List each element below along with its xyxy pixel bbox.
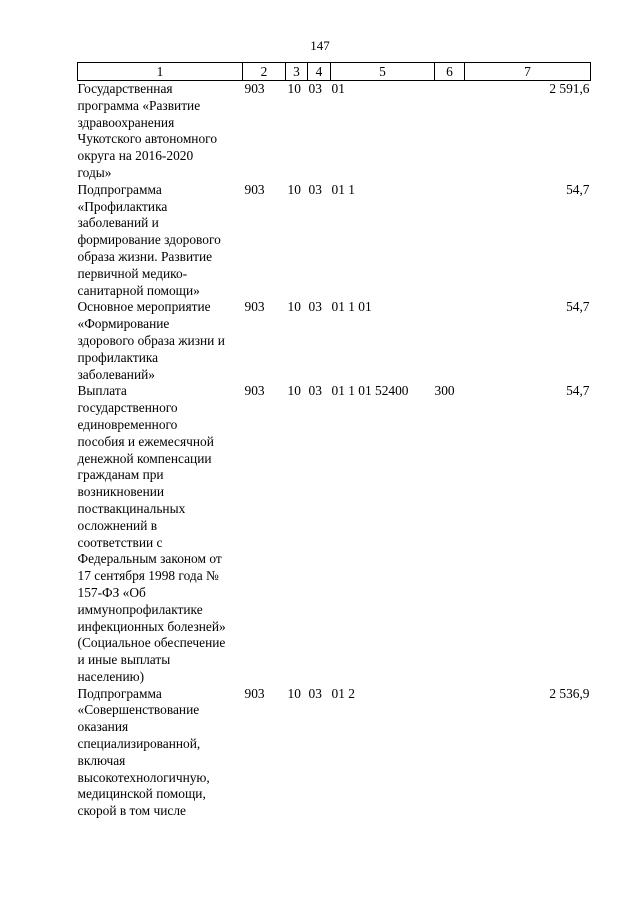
row-name-line: «Совершенствование <box>77 702 200 718</box>
column-header-6: 6 <box>435 63 465 81</box>
row-name-line: Основное мероприятие <box>77 299 211 315</box>
ministry-code-cell: 903 <box>244 181 265 197</box>
subsection-code-cell: 03 <box>308 81 322 96</box>
row-name-line: населению) <box>77 668 145 684</box>
subsection-code-cell: 03 <box>308 383 322 399</box>
expense-type-cell <box>435 81 465 182</box>
row-name-line: скорой в том числе <box>77 803 186 819</box>
row-name-line: возникновении <box>77 484 165 500</box>
column-header-1: 1 <box>78 63 243 81</box>
column-header-3: 3 <box>286 63 308 81</box>
ministry-code-cell: 903 <box>244 299 265 315</box>
target-article-cell: 01 2 <box>331 685 355 701</box>
amount-cell: 54,7 <box>566 299 590 315</box>
column-header-2: 2 <box>243 63 286 81</box>
budget-table <box>77 62 591 820</box>
expense-type-cell: 300 <box>434 383 455 399</box>
table-row <box>78 299 591 383</box>
row-name-line: Подпрограмма <box>77 181 162 197</box>
ministry-code-cell: 903 <box>244 685 265 701</box>
row-name-line: оказания <box>77 719 129 735</box>
row-name-line: специализированной, <box>77 736 201 752</box>
table-body <box>78 81 591 821</box>
row-name-line: формирование здорового <box>77 232 221 248</box>
expense-type-cell <box>435 299 465 383</box>
table-header-row <box>78 63 591 81</box>
row-name-line: медицинской помощи, <box>77 786 206 802</box>
row-name-line: (Социальное обеспечение <box>77 635 226 651</box>
section-code-cell: 10 <box>287 299 301 315</box>
row-name-cell <box>78 686 243 820</box>
column-header-5: 5 <box>331 63 435 81</box>
amount-cell: 54,7 <box>566 181 590 197</box>
subsection-code-cell: 03 <box>308 181 322 197</box>
row-name-line: и иные выплаты <box>77 652 171 668</box>
row-name-cell <box>78 182 243 300</box>
amount-cell: 2 536,9 <box>549 685 590 701</box>
row-name-line: иммунопрофилактике <box>77 601 203 617</box>
row-name-line: «Профилактика <box>77 198 168 214</box>
section-code-cell: 10 <box>287 383 301 399</box>
row-name-line: округа на 2016-2020 <box>77 148 194 164</box>
expense-type-cell <box>435 686 465 820</box>
row-name-line: здравоохранения <box>77 114 175 130</box>
ministry-code-cell: 903 <box>244 81 265 96</box>
row-name-cell <box>78 299 243 383</box>
table-row <box>78 182 591 300</box>
row-name-line: Подпрограмма <box>77 685 162 701</box>
row-name-line: государственного <box>77 400 178 416</box>
row-name-line: «Формирование <box>77 316 170 332</box>
row-name-line: заболеваний и <box>77 215 159 231</box>
column-header-4: 4 <box>308 63 331 81</box>
row-name-line: здорового образа жизни и <box>77 332 225 348</box>
table-row <box>78 686 591 820</box>
row-name-line: соответствии с <box>77 534 163 550</box>
row-name-cell <box>78 81 243 182</box>
target-article-cell: 01 1 01 52400 <box>331 383 409 399</box>
row-name-line: первичной медико- <box>77 265 188 281</box>
section-code-cell: 10 <box>287 685 301 701</box>
row-name-line: образа жизни. Развитие <box>77 248 213 264</box>
section-code-cell: 10 <box>287 181 301 197</box>
row-name-line: пособия и ежемесячной <box>77 433 214 449</box>
row-name-line: денежной компенсации <box>77 450 212 466</box>
ministry-code-cell: 903 <box>244 383 265 399</box>
table-row <box>78 383 591 685</box>
expense-type-cell <box>435 182 465 300</box>
row-name-line: высокотехнологичную, <box>77 769 210 785</box>
table-row <box>78 81 591 182</box>
row-name-line: 17 сентября 1998 года № <box>77 568 219 584</box>
amount-cell: 54,7 <box>566 383 590 399</box>
row-name-line: санитарной помощи» <box>77 282 200 298</box>
target-article-cell: 01 1 <box>331 181 355 197</box>
subsection-code-cell: 03 <box>308 299 322 315</box>
page-number: 147 <box>310 38 330 53</box>
target-article-cell: 01 1 01 <box>331 299 372 315</box>
row-name-line: заболеваний» <box>77 366 155 382</box>
row-name-line: Федеральным законом от <box>77 551 222 567</box>
row-name-line: 157-ФЗ «Об <box>77 584 146 600</box>
row-name-line: Выплата <box>77 383 127 399</box>
row-name-line: включая <box>77 752 126 768</box>
row-name-line: инфекционных болезней» <box>77 618 226 634</box>
row-name-line: программа «Развитие <box>77 97 201 113</box>
row-name-line: гражданам при <box>77 467 164 483</box>
row-name-line: Государственная <box>77 81 173 96</box>
section-code-cell: 10 <box>287 81 301 96</box>
row-name-line: годы» <box>77 164 112 180</box>
target-article-cell: 01 <box>331 81 345 96</box>
row-name-line: осложнений в <box>77 517 158 533</box>
row-name-line: единовременного <box>77 416 178 432</box>
row-name-cell <box>78 383 243 685</box>
amount-cell: 2 591,6 <box>549 81 590 96</box>
subsection-code-cell: 03 <box>308 685 322 701</box>
row-name-line: поствакцинальных <box>77 500 186 516</box>
column-header-7: 7 <box>465 63 591 81</box>
row-name-line: профилактика <box>77 349 159 365</box>
row-name-line: Чукотского автономного <box>77 131 218 147</box>
